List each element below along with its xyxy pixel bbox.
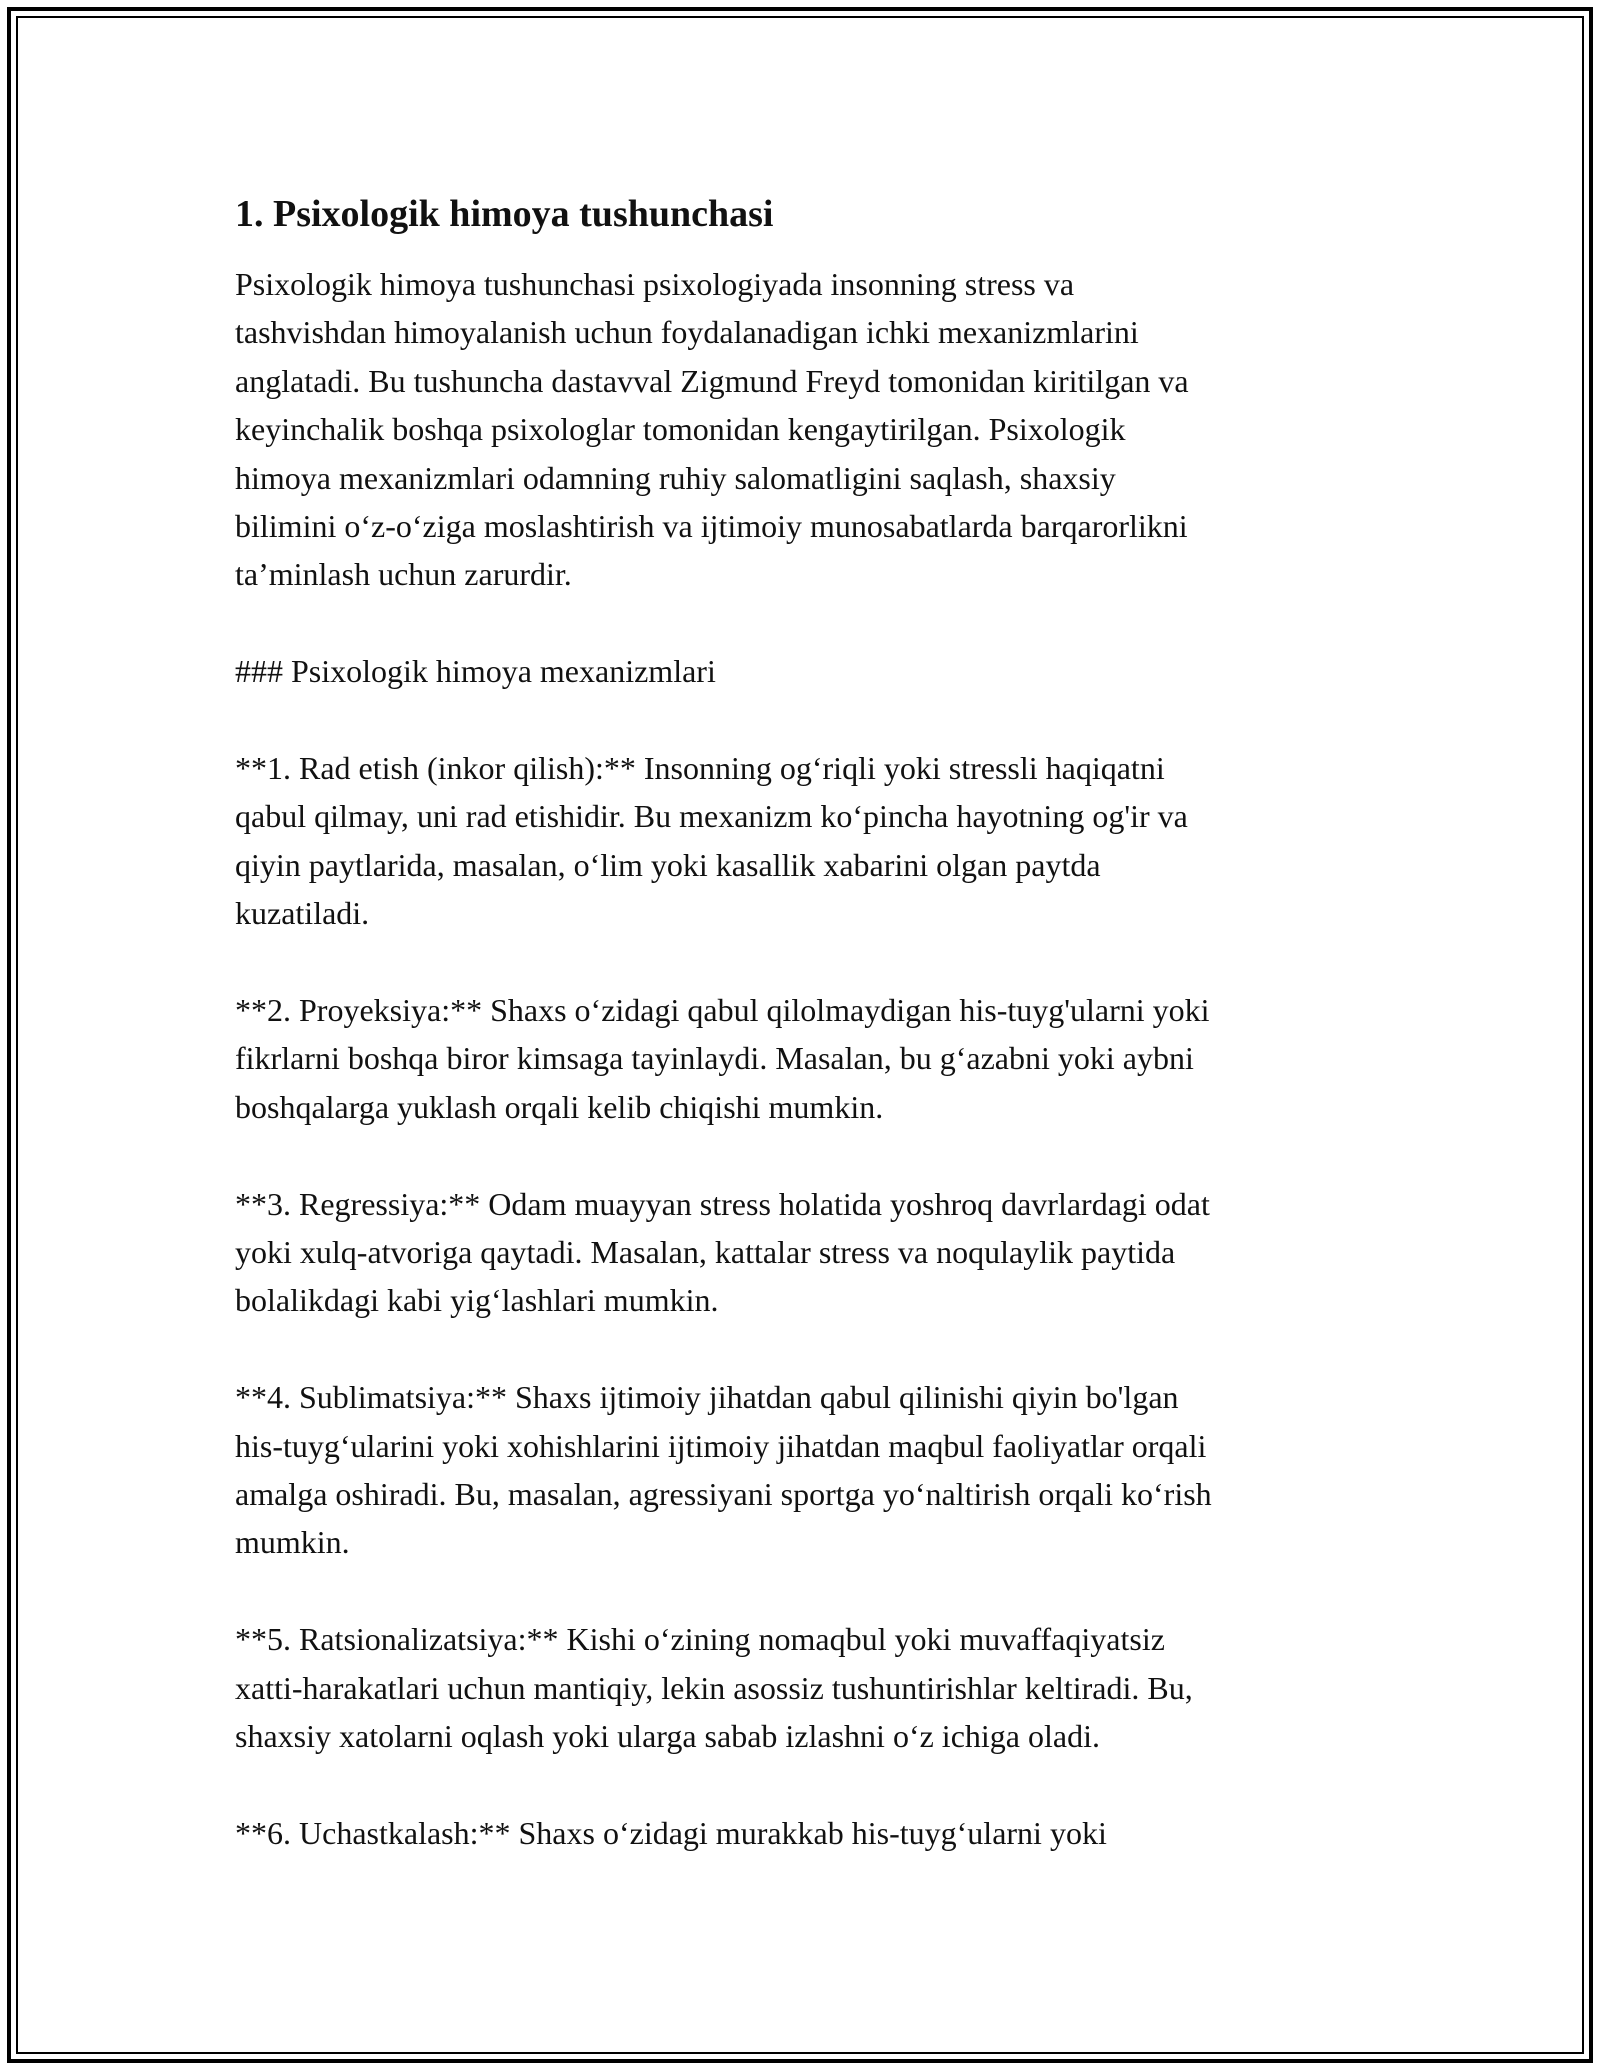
text-line: ta’minlash uchun zarurdir.: [235, 556, 572, 593]
text-line: shaxsiy xatolarni oqlash yoki ularga sabab izlashni o‘z ichiga oladi.: [235, 1718, 1100, 1755]
text-line: ### Psixologik himoya mexanizmlari: [235, 653, 716, 690]
text-line: bilimini o‘z-o‘ziga moslashtirish va ijtimoiy munosabatlarda barqarorlikni: [235, 508, 1188, 545]
text-line: himoya mexanizmlari odamning ruhiy salomatligini saqlash, shaxsiy: [235, 459, 1116, 496]
text-line: **2. Proyeksiya:** Shaxs o‘zidagi qabul qilolmaydigan his-tuyg'ularni yoki: [235, 992, 1210, 1029]
text-line: anglatadi. Bu tushuncha dastavval Zigmund Freyd tomonidan kiritilgan va: [235, 362, 1189, 399]
text-line: keyinchalik boshqa psixologlar tomonidan kengaytirilgan. Psixologik: [235, 411, 1126, 448]
text-line: amalga oshiradi. Bu, masalan, agressiyani sportga yo‘naltirish orqali ko‘rish: [235, 1476, 1212, 1513]
paragraph-item-2: [235, 986, 1375, 1131]
paragraph-item-3: [235, 1180, 1375, 1325]
section-heading: [235, 647, 1375, 695]
text-line: xatti-harakatlari uchun mantiqiy, lekin asossiz tushuntirishlar keltiradi. Bu,: [235, 1669, 1193, 1706]
text-line: **1. Rad etish (inkor qilish):** Insonning og‘riqli yoki stressli haqiqatni: [235, 750, 1165, 787]
text-line: tashvishdan himoyalanish uchun foydalanadigan ichki mexanizmlarini: [235, 314, 1139, 351]
text-line: **4. Sublimatsiya:** Shaxs ijtimoiy jihatdan qabul qilinishi qiyin bo'lgan: [235, 1379, 1179, 1416]
paragraph-intro: [235, 260, 1375, 599]
text-line: fikrlarni boshqa biror kimsaga tayinlaydi. Masalan, bu g‘azabni yoki aybni: [235, 1040, 1194, 1077]
text-line: qabul qilmay, uni rad etishidir. Bu mexanizm ko‘pincha hayotning og'ir va: [235, 798, 1188, 835]
text-line: **3. Regressiya:** Odam muayyan stress holatida yoshroq davrlardagi odat: [235, 1185, 1210, 1222]
paragraph-item-5: [235, 1615, 1375, 1760]
paragraph-item-4: [235, 1373, 1375, 1567]
text-line: qiyin paytlarida, masalan, o‘lim yoki kasallik xabarini olgan paytda: [235, 846, 1101, 883]
document-page: [235, 190, 1375, 1906]
paragraph-item-1: [235, 744, 1375, 938]
text-line: bolalikdagi kabi yig‘lashlari mumkin.: [235, 1282, 719, 1319]
text-line: Psixologik himoya tushunchasi psixologiyada insonning stress va: [235, 266, 1075, 302]
paragraph-item-6: [235, 1809, 1375, 1857]
text-line: boshqalarga yuklash orqali kelib chiqishi mumkin.: [235, 1088, 884, 1125]
text-line: yoki xulq-atvoriga qaytadi. Masalan, kattalar stress va noqulaylik paytida: [235, 1234, 1176, 1271]
text-line: mumkin.: [235, 1524, 350, 1561]
text-line: **5. Ratsionalizatsiya:** Kishi o‘zining nomaqbul yoki muvaffaqiyatsiz: [235, 1621, 1165, 1658]
text-line: his-tuyg‘ularini yoki xohishlarini ijtimoiy jihatdan maqbul faoliyatlar orqali: [235, 1427, 1207, 1464]
text-line: **6. Uchastkalash:** Shaxs o‘zidagi murakkab his-tuyg‘ularni yoki: [235, 1814, 1107, 1851]
text-line: kuzatiladi.: [235, 895, 370, 932]
document-title: 1. Psixologik himoya tushunchasi: [235, 193, 774, 235]
